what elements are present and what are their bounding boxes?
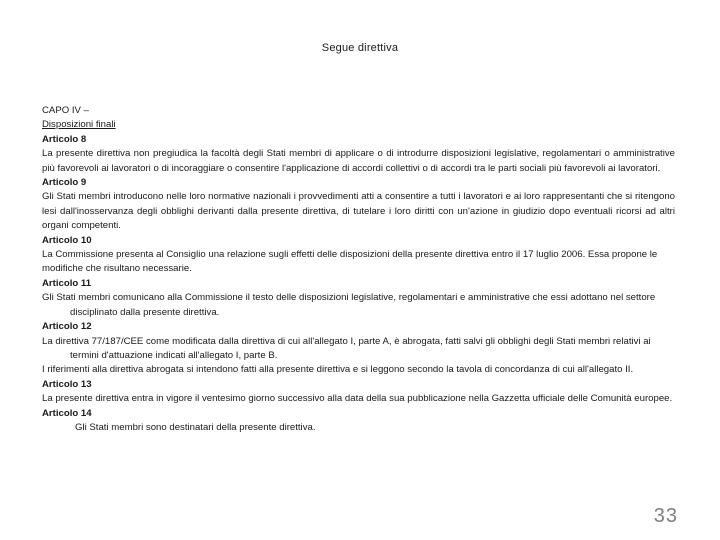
article-10-title: Articolo 10: [42, 234, 92, 246]
page-number: 33: [653, 505, 678, 527]
article-12-text-2: I riferimenti alla direttiva abrogata si intendono fatti alla presente direttiva e si leggono secondo la tavola di concordanza di cui all'allegato II.: [42, 364, 634, 376]
article-8-title: Articolo 8: [42, 133, 87, 145]
article-13-text: La presente direttiva entra in vigore il ventesimo giorno successivo alla data della sua pubblicazione nella Gazzetta ufficiale delle Comunità europee.: [42, 393, 673, 405]
article-14-text: Gli Stati membri sono destinatari della presente direttiva.: [75, 421, 316, 433]
article-9-text: Gli Stati membri introducono nelle loro normative nazionali i provvedimenti atti a consentire a tutti i lavoratori e ai loro rappresentanti che si ritengono lesi dall'inosservanza degli obblighi derivanti dalla presente direttiva, di tutelare i loro diritti con un'azione in giudizio dopo eventuali ricorsi ad altri organi competenti.: [42, 191, 675, 232]
article-13-title: Articolo 13: [42, 378, 92, 390]
chapter-label: CAPO IV –: [42, 105, 89, 116]
document-body: [42, 104, 675, 435]
slide-title: Segue direttiva: [321, 42, 399, 54]
article-11-title: Articolo 11: [42, 277, 92, 289]
article-12-title: Articolo 12: [42, 321, 92, 333]
article-10-text: La Commissione presenta al Consiglio una relazione sugli effetti delle disposizioni della presente direttiva entro il 17 luglio 2006. Essa propone le modifiche che risultano necessarie.: [42, 249, 658, 275]
article-9-title: Articolo 9: [42, 177, 87, 189]
article-12-text-1: La direttiva 77/187/CEE come modificata dalla direttiva di cui all'allegato I, parte A, è abrogata, fatti salvi gli obblighi degli Stati membri relativi ai termini d'attuazione indicati all'allegato I, parte B.: [42, 335, 651, 361]
article-11-text: Gli Stati membri comunicano alla Commissione il testo delle disposizioni legislative, regolamentari e amministrative che essi adottano nel settore disciplinato dalla presente direttiva.: [42, 292, 656, 318]
article-14-title: Articolo 14: [42, 407, 92, 419]
chapter-heading: Disposizioni finali: [42, 119, 116, 131]
article-8-text: La presente direttiva non pregiudica la facoltà degli Stati membri di applicare o di introdurre disposizioni legislative, regolamentari o amministrative più favorevoli ai lavoratori o di incoraggiare o consentire l'applicazione di accordi collettivi o di accordi tra le parti sociali più favorevoli ai lavoratori.: [42, 148, 675, 174]
